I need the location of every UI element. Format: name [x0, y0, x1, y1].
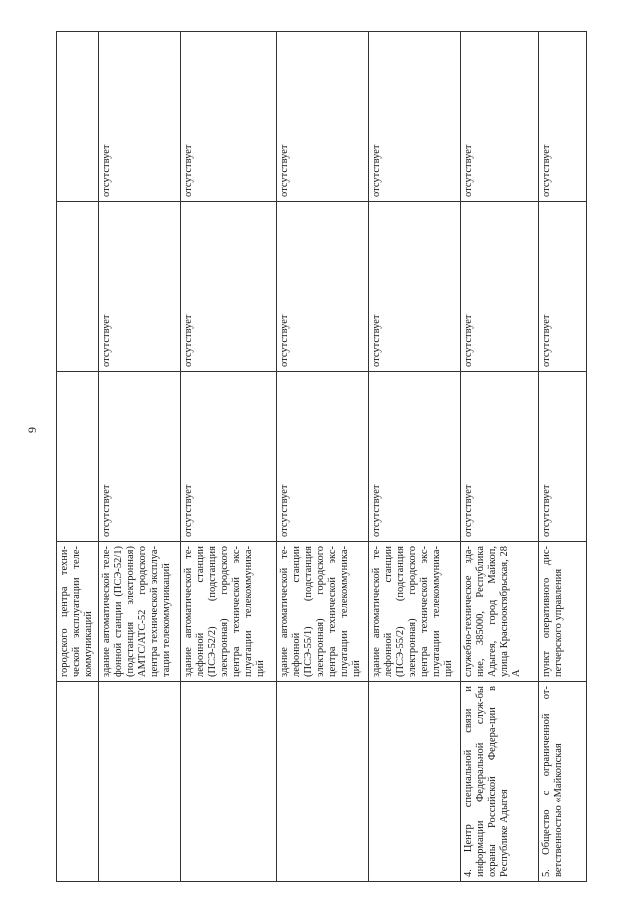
table-cell-status: отсутствует [539, 32, 587, 202]
table-cell-organization [181, 682, 277, 882]
table-cell-organization [277, 682, 369, 882]
table-cell-object: городского центра техни-ческой эксплуатации теле-коммуникаций [57, 542, 99, 682]
table-cell-status: отсутствует [369, 202, 461, 372]
table-row [277, 32, 369, 882]
table-cell-status: отсутствует [369, 32, 461, 202]
table-cell-organization [369, 682, 461, 882]
table-cell-status [57, 202, 99, 372]
table-cell-object: служебно-техническое зда-ние, 385000, Республика Адыгея, город Майкоп, улица Краснооктябрьская, 28 А [461, 542, 539, 682]
table-cell-status: отсутствует [539, 202, 587, 372]
table-cell-status: отсутствует [181, 32, 277, 202]
table-cell-status: отсутствует [99, 372, 181, 542]
table-cell-status: отсутствует [461, 202, 539, 372]
table-cell-status: отсутствует [539, 372, 587, 542]
table-cell-organization [99, 682, 181, 882]
table-cell-status [57, 372, 99, 542]
table-cell-organization: 4. Центр специальной связи и информации Федеральной служ-бы охраны Российской Федера-ции в Республике Адыгея [461, 682, 539, 882]
table-cell-status: отсутствует [461, 32, 539, 202]
table-cell-organization [57, 682, 99, 882]
table-row [181, 32, 277, 882]
table-cell-status: отсутствует [99, 32, 181, 202]
page-number: 9 [25, 427, 39, 433]
table-cell-status: отсутствует [277, 32, 369, 202]
table-cell-status [57, 32, 99, 202]
table-row [57, 32, 99, 882]
table-cell-status: отсутствует [181, 202, 277, 372]
table-cell-organization: 5. Общество с ограниченной от-ветственностью «Майкопская [539, 682, 587, 882]
table-cell-status: отсутствует [277, 202, 369, 372]
table-row [369, 32, 461, 882]
table-cell-status: отсутствует [99, 202, 181, 372]
table-cell-object: пункт оперативного дис-петчерского управления [539, 542, 587, 682]
rotated-table-wrapper [56, 32, 586, 882]
table-cell-status: отсутствует [181, 372, 277, 542]
table-cell-object: здание автоматической те-лефонной станции (ПСЭ-52/2) (подстанция электронная) городского центра технической экс-плуатации телекоммуника-ций [181, 542, 277, 682]
table-cell-object: здание автоматической те-лефонной станции (ПСЭ-55/1) (подстанция электронная) городского центра технической экс-плуатации телекоммуника-ций [277, 542, 369, 682]
table-cell-object: здание автоматической теле-фонной станции (ПСЭ-52/1) (подстанция электронная) АМТС/АТС-52 городского центра технической эксплуа-тации телекоммуникаций [99, 542, 181, 682]
objects-table [56, 31, 587, 882]
table-row [461, 32, 539, 882]
table-row [539, 32, 587, 882]
table-cell-status: отсутствует [277, 372, 369, 542]
table-cell-status: отсутствует [461, 372, 539, 542]
table-row [99, 32, 181, 882]
table-cell-status: отсутствует [369, 372, 461, 542]
table-cell-object: здание автоматической те-лефонной станции (ПСЭ-55/2) (подстанция электронная) городского центра технической экс-плуатации телекоммуника-ций [369, 542, 461, 682]
